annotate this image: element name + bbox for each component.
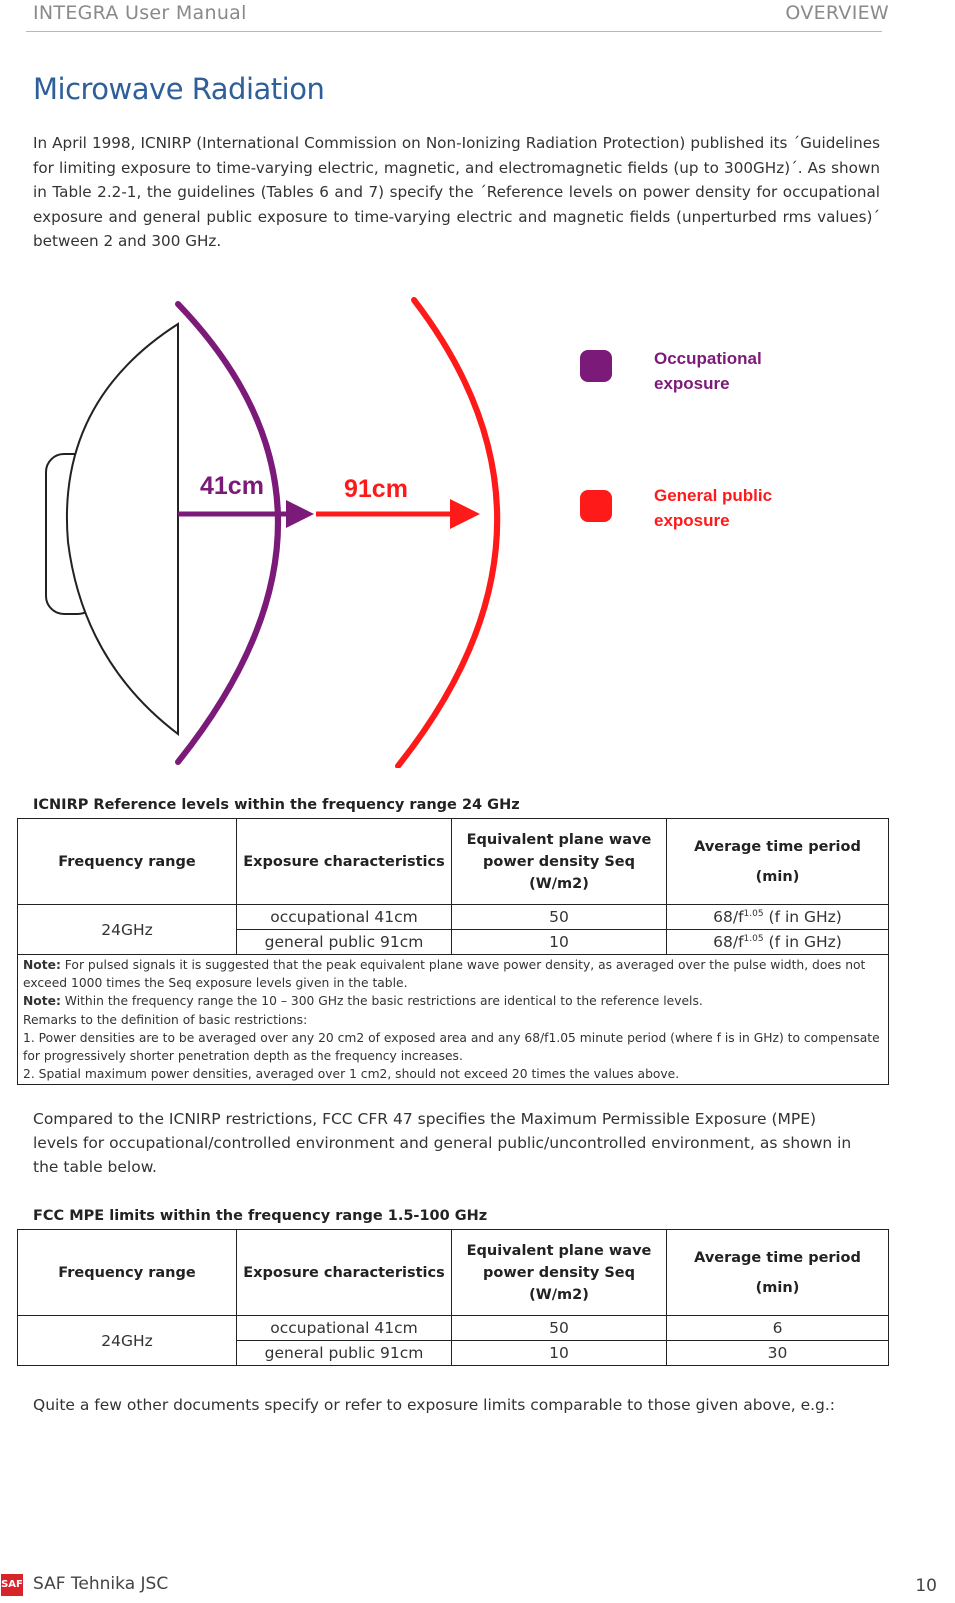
header-exposure-characteristics: Exposure characteristics (237, 819, 452, 905)
antenna-dish (67, 324, 178, 734)
header-section-title: OVERVIEW (785, 2, 889, 24)
density-cell: 50 (452, 1316, 667, 1341)
legend-occupational-label-2: exposure (654, 374, 730, 393)
legend-general-public-label-2: exposure (654, 511, 730, 530)
page-title: Microwave Radiation (33, 72, 325, 106)
frequency-cell: 24GHz (18, 1316, 237, 1366)
general-public-arrow-head (450, 499, 480, 529)
closing-paragraph: Quite a few other documents specify or refer to exposure limits comparable to those given above, e.g.: (33, 1396, 836, 1414)
fcc-table-caption: FCC MPE limits within the frequency range 1.5-100 GHz (33, 1208, 488, 1224)
header-exposure-characteristics: Exposure characteristics (237, 1230, 452, 1316)
fcc-paragraph: Compared to the ICNIRP restrictions, FCC CFR 47 specifies the Maximum Permissible Exposure (MPE) levels for occupational/controlled environment and general public/uncontrolled environment, as shown in the table below. (33, 1110, 852, 1176)
distance-label-41cm: 41cm (200, 472, 264, 500)
table-row (18, 1316, 889, 1341)
table-header-row (18, 1230, 889, 1316)
time-cell: 6 (667, 1316, 889, 1341)
legend-occupational-swatch (580, 350, 612, 382)
legend-general-public-label-1: General public (654, 486, 773, 505)
header-frequency-range: Frequency range (18, 819, 237, 905)
exposure-cell: occupational 41cm (237, 1316, 452, 1341)
header-frequency-range: Frequency range (18, 1230, 237, 1316)
header-manual-title: INTEGRA User Manual (33, 2, 247, 24)
time-cell: $68/f^{1.05}$ (f in GHz) (667, 905, 889, 930)
table-notes-row (18, 955, 889, 1085)
header-power-density: Equivalent plane wave power density Seq (W/m2) (452, 819, 667, 905)
table-header-row (18, 819, 889, 905)
header-average-time: Average time period (min) (667, 1230, 889, 1316)
footer-company: SAF Tehnika JSC (33, 1574, 169, 1594)
legend-occupational-label-1: Occupational (654, 349, 762, 368)
density-cell: 10 (452, 930, 667, 955)
fcc-table (17, 1229, 889, 1366)
radiation-distance-figure (28, 282, 878, 768)
density-cell: 10 (452, 1341, 667, 1366)
occupational-boundary-arc (178, 304, 278, 762)
density-cell: 50 (452, 905, 667, 930)
notes-cell: Note: For pulsed signals it is suggested that the peak equivalent plane wave power density, as averaged over the pulse width, does not exceed 1000 times the Seq exposure levels given in the table. Note: Within the frequency range the 10 – 300 GHz the basic restrictions are identical to the reference levels. Remarks to the definition of basic restrictions: 1. Power densities are to be averaged over any 20 cm2 of exposed area and any 68/f1.05 minute period (where f is in GHz) to compensate for progressively shorter penetration depth as the frequency increases. 2. Spatial maximum power densities, averaged over 1 cm2, should not exceed 20 times the values above. (18, 955, 889, 1085)
header-power-density: Equivalent plane wave power density Seq (W/m2) (452, 1230, 667, 1316)
time-cell: 30 (667, 1341, 889, 1366)
page-number: 10 (915, 1576, 937, 1596)
general-public-boundary-arc (398, 300, 497, 766)
frequency-cell: 24GHz (18, 905, 237, 955)
table-row (18, 905, 889, 930)
occupational-arrow-head (286, 500, 314, 528)
header-average-time: Average time period (min) (667, 819, 889, 905)
icnirp-table (17, 818, 889, 1085)
company-logo: SAF (1, 1574, 23, 1596)
exposure-cell: general public 91cm (237, 1341, 452, 1366)
exposure-cell: general public 91cm (237, 930, 452, 955)
exposure-cell: occupational 41cm (237, 905, 452, 930)
icnirp-table-caption: ICNIRP Reference levels within the frequency range 24 GHz (33, 797, 520, 813)
intro-paragraph: In April 1998, ICNIRP (International Commission on Non-Ionizing Radiation Protection) published its ´Guidelines for limiting exposure to time-varying electric, magnetic, and electromagnetic fields (up to 300GHz)´. As shown in Table 2.2-1, the guidelines (Tables 6 and 7) specify the ´Reference levels on power density for occupational exposure and general public exposure to time-varying electric and magnetic fields (unperturbed rms values)´ between 2 and 300 GHz. (33, 134, 880, 250)
header-divider (26, 31, 882, 32)
legend-general-public-swatch (580, 490, 612, 522)
distance-label-91cm: 91cm (344, 475, 408, 503)
time-cell: $68/f^{1.05}$ (f in GHz) (667, 930, 889, 955)
